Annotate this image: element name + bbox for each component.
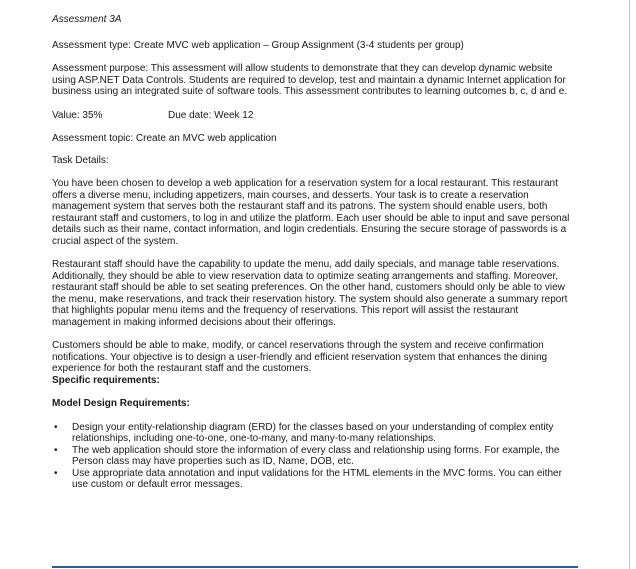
task-details-label: Task Details:	[52, 154, 109, 166]
assessment-purpose: Assessment purpose: This assessment will allow students to demonstrate that they can develop dynamic website using ASP.NET Data Controls. Students are required to develop, test and maintain a dynamic Internet application for business using an integrated suite of software tools. This assessment contributes to learning outcomes b, c, d and e.	[52, 63, 568, 97]
assessment-value: Value: 35%	[52, 109, 103, 121]
due-date: Due date: Week 12	[168, 109, 254, 121]
assessment-type: Assessment type: Create MVC web application – Group Assignment (3-4 students per group)	[52, 39, 464, 51]
page-edge	[629, 0, 630, 569]
assessment-title: Assessment 3A	[52, 14, 122, 25]
task-paragraph-1: You have been chosen to develop a web application for a reservation system for a local restaurant. This restaurant offers a diverse menu, including appetizers, main courses, and desserts. Your task is to create a reservation management system that serves both the restaurant staff and its patrons. The system should enable users, both restaurant staff and customers, to log in and utilize the platform. Each user should be able to input and save personal details such as their name, contact information, and login credentials. Ensuring the secure storage of passwords is a crucial aspect of the system.	[52, 178, 570, 247]
list-item-text: Use appropriate data annotation and input validations for the HTML elements in the MVC forms. You can either use custom or default error messages.	[72, 467, 562, 490]
list-item	[54, 421, 572, 445]
list-item-text: Design your entity-relationship diagram (ERD) for the classes based on your understanding of complex entity relationships, including one-to-one, one-to-many, and many-to-many relationships.	[72, 421, 554, 444]
model-design-heading: Model Design Requirements:	[52, 398, 190, 409]
specific-requirements-heading: Specific requirements:	[52, 374, 160, 386]
list-item	[54, 467, 572, 491]
task-paragraph-3: Customers should be able to make, modify, or cancel reservations through the system and receive confirmation notifications. Your objective is to design a user-friendly and efficient reservation system that enhances the dining experience for both the restaurant staff and the customers.	[52, 340, 548, 374]
bullet-icon: •	[54, 444, 58, 456]
value-due-row	[52, 110, 572, 122]
bullet-icon: •	[54, 421, 58, 433]
assessment-topic: Assessment topic: Create an MVC web application	[52, 133, 277, 144]
footer-rule	[52, 566, 578, 568]
task-paragraph-2: Restaurant staff should have the capability to update the menu, add daily specials, and manage table reservations. Additionally, they should be able to view reservation data to optimize seating arrangements and staffing. Moreover, restaurant staff should be able to set seating preferences. On the other hand, customers should only be able to view the menu, make reservations, and track their reservation history. The system should also generate a summary report that highlights popular menu items and the frequency of reservations. This report will assist the restaurant management in making informed decisions about their offerings.	[52, 259, 568, 328]
document-body	[52, 14, 572, 491]
requirements-list	[52, 422, 572, 491]
list-item-text: The web application should store the information of every class and relationship using forms. For example, the Person class may have properties such as ID, Name, DOB, etc.	[72, 444, 560, 467]
bullet-icon: •	[54, 467, 58, 479]
list-item	[54, 444, 572, 468]
